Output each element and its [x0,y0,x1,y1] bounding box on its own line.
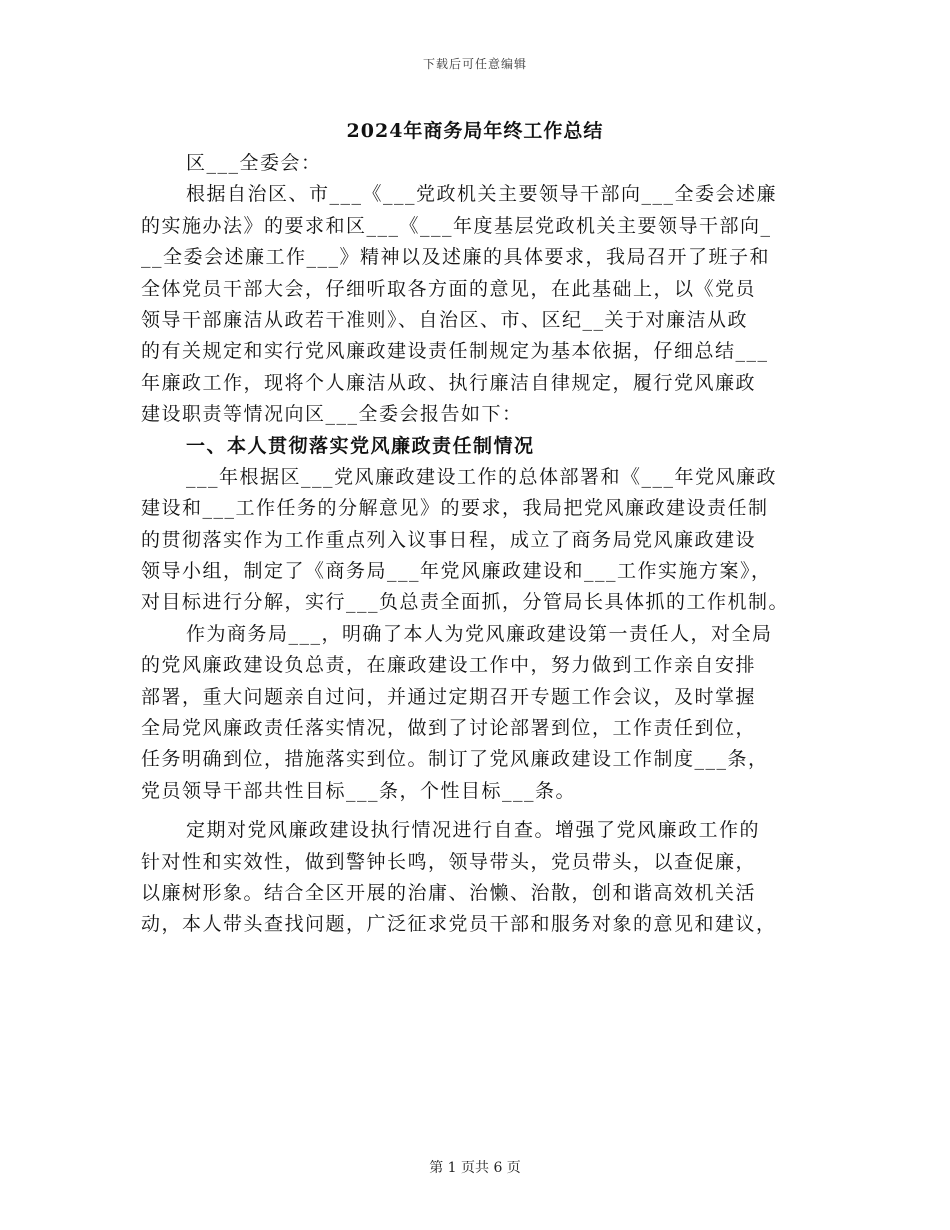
text-line: 的贯彻落实作为工作重点列入议事日程，成立了商务局党风廉政建设 [141,528,757,551]
document-body [141,148,813,941]
text-line: 针对性和实效性，做到警钟长鸣，领导带头，党员带头，以查促廉， [141,850,757,873]
text-line: 建设和___工作任务的分解意见》的要求，我局把党风廉政建设责任制 [141,497,769,520]
section-heading: 一、本人贯彻落实党风廉政责任制情况 [186,434,535,457]
text-line: 作为商务局___，明确了本人为党风廉政建设第一责任人，对全局 [186,622,773,645]
text-line: 以廉树形象。结合全区开展的治庸、治懒、治散，创和谐高效机关活 [141,881,757,904]
text-line: 的实施办法》的要求和区___《___年度基层党政机关主要领导干部向_ [141,214,772,237]
text-line: 动，本人带头查找问题，广泛征求党员干部和服务对象的意见和建议， [141,913,777,936]
text-line: __全委会述廉工作___》精神以及述廉的具体要求，我局召开了班子和 [141,246,771,269]
document-title: 2024年商务局年终工作总结 [346,120,604,142]
text-line: 任务明确到位，措施落实到位。制订了党风廉政建设工作制度___条， [141,748,769,771]
page-footer: 第 1 页共 6 页 [429,1160,521,1176]
section-paragraphs [141,462,813,807]
text-line: 全体党员干部大会，仔细听取各方面的意见，在此基础上，以《党员 [141,277,757,300]
text-line: 部署，重大问题亲自过问，并通过定期召开专题工作会议，及时掌握 [141,685,757,708]
text-line: 党员领导干部共性目标___条，个性目标___条。 [141,779,577,802]
text-line: 定期对党风廉政建设执行情况进行自查。增强了党风廉政工作的 [186,819,761,842]
text-line: 全局党风廉政责任落实情况，做到了讨论部署到位，工作责任到位， [141,717,757,740]
text-line: 的党风廉政建设负总责，在廉政建设工作中，努力做到工作亲自安排 [141,654,757,677]
paragraph-gap [141,807,813,815]
intro-paragraphs [141,148,813,431]
text-line: 对目标进行分解，实行___负总责全面抓，分管局长具体抓的工作机制。 [141,591,790,614]
text-line: 建设职责等情况向区___全委会报告如下： [141,403,523,426]
text-line: 年廉政工作，现将个人廉洁从政、执行廉洁自律规定，履行党风廉政 [141,371,757,394]
text-line: 根据自治区、市___《___党政机关主要领导干部向___全委会述廉 [186,183,778,206]
text-line: 领导小组，制定了《商务局___年党风廉政建设和___工作实施方案》， [141,560,772,583]
text-line: 领导干部廉洁从政若干准则》、自治区、市、区纪__关于对廉洁从政 [141,308,749,331]
text-line: 区___全委会： [186,152,322,174]
closing-paragraphs [141,815,813,941]
header-note: 下载后可任意编辑 [422,57,527,71]
text-line: 的有关规定和实行党风廉政建设责任制规定为基本依据，仔细总结___ [141,340,769,363]
text-line: ___年根据区___党风廉政建设工作的总体部署和《___年党风廉政 [186,465,778,488]
